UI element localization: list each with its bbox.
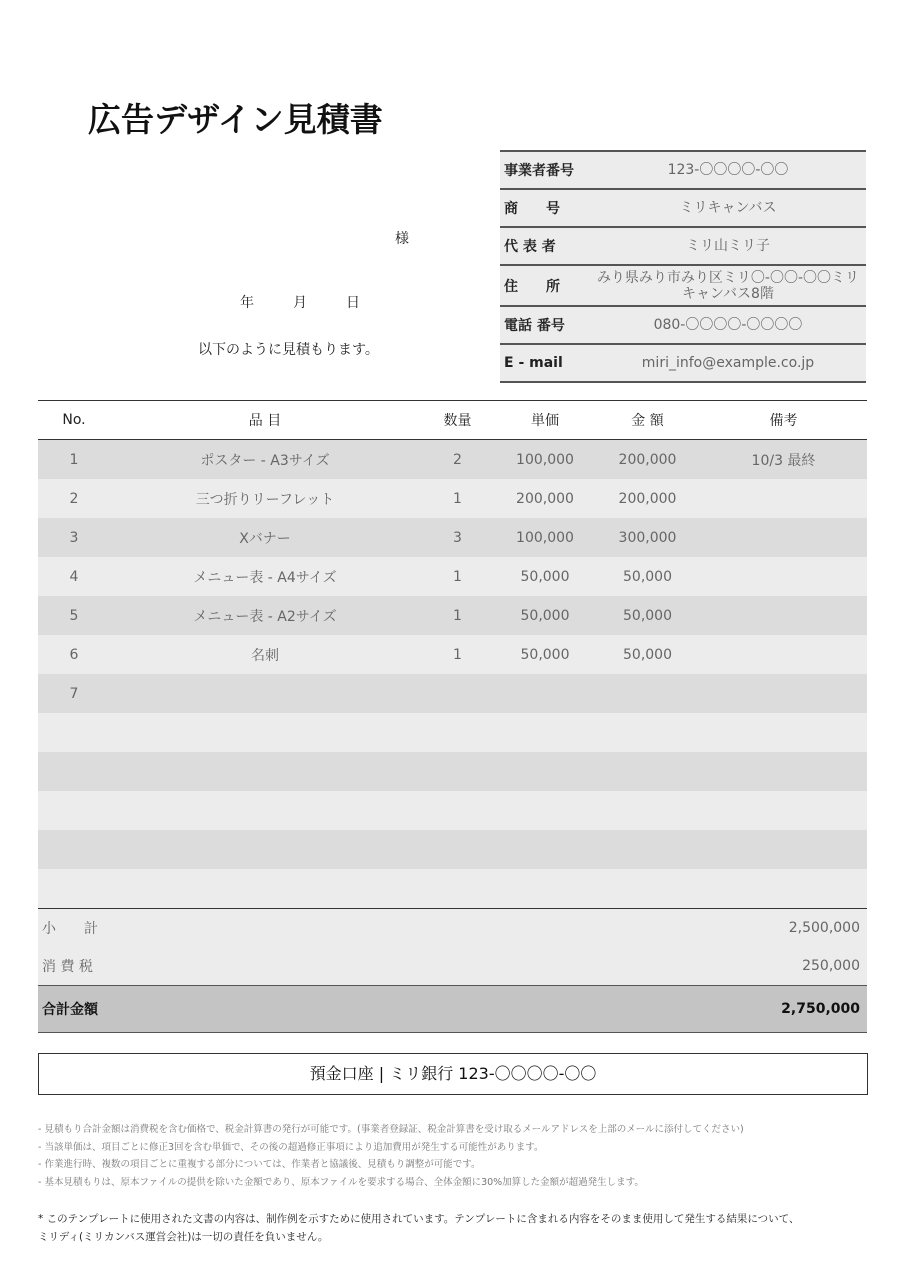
company-info-table [500,150,866,383]
table-cell: 5 [69,607,79,624]
table-cell: 50,000 [623,568,672,585]
table-cell: 50,000 [623,646,672,663]
table-row [38,557,867,596]
column-header: 品 目 [248,413,282,429]
subtotal-value: 2,500,000 [788,920,860,936]
day-label: 日 [346,295,360,311]
table-row [38,596,867,635]
month-label: 月 [293,295,307,311]
table-row [38,713,867,752]
total-value: 2,750,000 [781,1001,860,1017]
table-header [38,401,867,440]
table-cell: 3 [69,529,79,546]
info-value: みり県みり市みり区ミリ〇-〇〇-〇〇ミリキャンバス8階 [596,269,860,302]
table-cell: 7 [69,685,79,702]
subtotal-label: 小 計 [42,921,98,937]
info-value: 080-〇〇〇〇-〇〇〇〇 [653,317,803,333]
table-cell: 1 [453,490,462,507]
table-cell: 2 [69,490,79,507]
table-row [38,830,867,869]
table-cell: 1 [453,607,462,624]
table-row [38,518,867,557]
disclaimer [38,1210,799,1246]
info-row [500,345,866,383]
total-label: 合計金額 [42,1002,98,1018]
disclaimer-line: * このテンプレートに使用された文書の内容は、制作例を示すために使用されています。テンプレートに含まれる内容をそのまま使用して発生する結果について、 [38,1213,800,1225]
table-cell: 10/3 最終 [751,452,816,469]
summary [38,908,867,1033]
table-cell: 200,000 [618,451,677,468]
info-row [500,307,866,345]
intro-text: 以下のように見積もります。 [198,342,379,358]
table-cell: 50,000 [520,607,570,624]
info-label: 商 号 [504,201,560,217]
table-cell: ポスター - A3サイズ [200,452,330,469]
info-row [500,152,866,190]
table-cell: 名刺 [251,647,279,664]
table-cell: 100,000 [516,451,574,468]
info-row [500,228,866,266]
tax-value: 250,000 [802,958,860,974]
notes [38,1121,744,1191]
table-row [38,869,867,908]
table-row [38,635,867,674]
info-label: 事業者番号 [504,163,574,179]
tax-row [38,947,867,985]
table-row [38,674,867,713]
info-label: 電話 番号 [504,318,565,334]
info-label: 代 表 者 [504,239,556,255]
table-row [38,752,867,791]
table-cell: 50,000 [520,568,570,585]
info-label: 住 所 [504,278,560,295]
info-value: miri_info@example.co.jp [641,355,815,371]
bank-account: 預金口座 | ミリ銀行 123-〇〇〇〇-〇〇 [38,1053,868,1095]
info-label: E - mail [504,355,563,371]
column-header: No. [62,412,86,428]
date-line [240,292,360,312]
table-cell: 50,000 [623,607,672,624]
note: - 基本見積もりは、原本ファイルの提供を除いた金額であり、原本ファイルを要求する場合、全体金額に30%加算した金額が超過発生します。 [38,1176,644,1188]
column-header: 単価 [531,413,559,429]
note: - 作業進行時、複数の項目ごとに重複する部分については、作業者と協議後、見積もり調整が可能です。 [38,1159,481,1170]
note: - 当該単価は、項目ごとに修正3回を含む単価で、その後の超過修正事項により追加費用が発生する可能性があります。 [38,1141,544,1153]
table-cell: 50,000 [520,646,570,663]
table-cell: 300,000 [618,529,677,546]
table-cell: Xバナー [239,530,291,547]
total-row [38,985,867,1033]
disclaimer-line: ミリディ(ミリカンバス運営会社)は一切の責任を負いません。 [38,1231,329,1243]
table-cell: 100,000 [516,529,574,546]
column-header: 金 額 [631,413,664,429]
table-cell: 1 [453,568,462,585]
items-table [38,400,867,908]
info-row [500,266,866,307]
tax-label: 消 費 税 [42,959,93,975]
client-suffix: 様 [395,231,409,247]
table-cell: 1 [69,451,79,468]
note: - 見積もり合計金額は消費税を含む価格で、税金計算書の発行が可能です。(事業者登録証、税金計算書を受け取るメールアドレスを上部のメールに添付してください) [38,1124,744,1135]
table-cell: 6 [69,646,79,663]
info-value: ミリキャンバス [679,200,777,216]
column-header: 数量 [443,413,472,429]
column-header: 備考 [769,413,798,429]
subtotal-row [38,909,867,947]
table-row [38,791,867,830]
info-value: 123-〇〇〇〇-〇〇 [667,162,789,178]
info-row [500,190,866,228]
table-cell: 1 [453,646,462,663]
info-value: ミリ山ミリ子 [686,238,770,254]
table-cell: 2 [453,451,462,468]
table-cell: 4 [69,568,79,585]
year-label: 年 [240,295,254,311]
page-title: 広告デザイン見積書 [88,100,383,139]
table-cell: 200,000 [618,490,677,507]
table-cell: メニュー表 - A2サイズ [193,608,337,625]
table-cell: 200,000 [516,490,574,507]
table-row [38,479,867,518]
table-row [38,440,867,479]
table-cell: メニュー表 - A4サイズ [193,569,337,586]
table-cell: 三つ折りリーフレット [195,491,335,508]
table-cell: 3 [453,529,462,546]
